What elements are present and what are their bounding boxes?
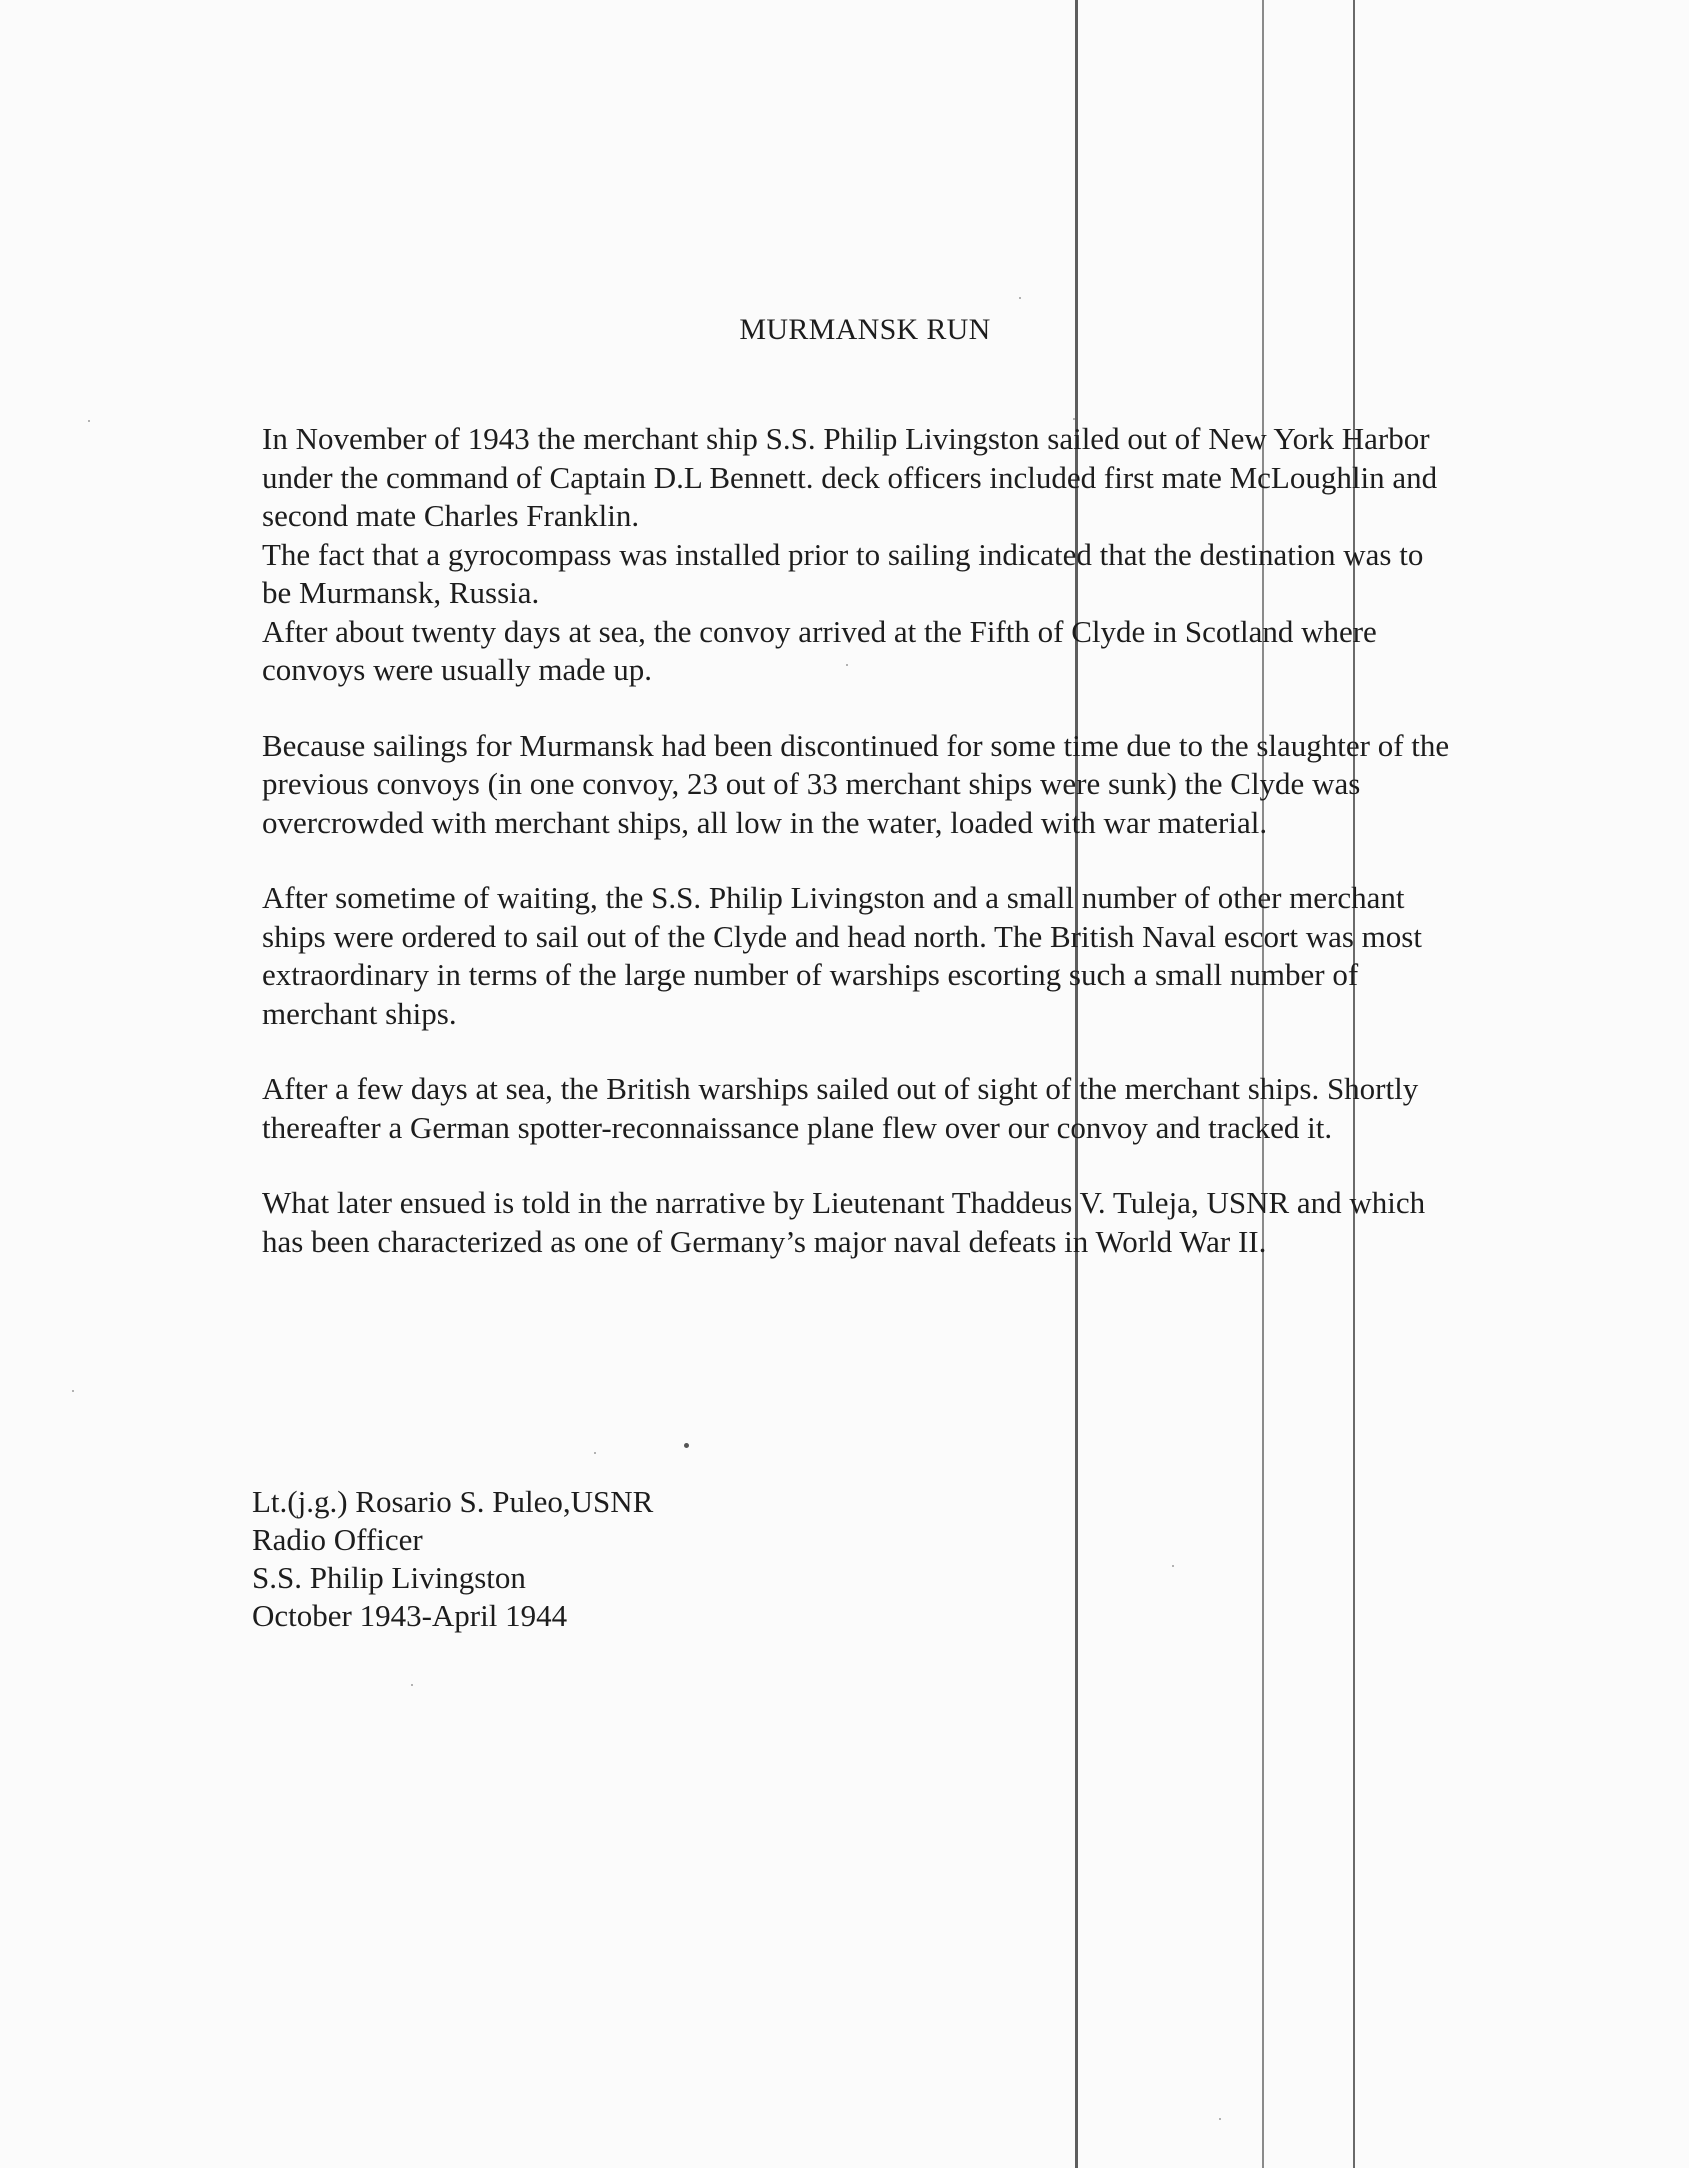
paragraph: Because sailings for Murmansk had been discontinued for some time due to the slaughter of the previous convoys (in one convoy, 23 out of 33 merchant ships were sunk) the Clyde was overcrowded with merchant ships, all low in the water, loaded with war material. xyxy=(262,727,1450,840)
scan-speck xyxy=(1172,1565,1174,1567)
scan-speck xyxy=(684,1443,689,1448)
document-body xyxy=(262,420,1450,1261)
paragraph: After a few days at sea, the British warships sailed out of sight of the merchant ships. Shortly thereafter a German spotter-reconnaissance plane flew over our convoy and tracked it. xyxy=(262,1071,1419,1145)
paragraph: The fact that a gyrocompass was installed prior to sailing indicated that the destination was to be Murmansk, Russia. xyxy=(262,536,1424,610)
paragraph: After sometime of waiting, the S.S. Philip Livingston and a small number of other merchant ships were ordered to sail out of the Clyde and head north. The British Naval escort was most extraordinary in terms of the large number of warships escorting such a small number of merchant ships. xyxy=(262,880,1422,1031)
paragraph: In November of 1943 the merchant ship S.S. Philip Livingston sailed out of New York Harbor under the command of Captain D.L Bennett. deck officers included first mate McLoughlin and second mate Charles Franklin. xyxy=(262,421,1438,533)
signature-block xyxy=(252,1483,653,1635)
scan-speck xyxy=(411,1684,413,1686)
signature-role: Radio Officer xyxy=(252,1522,423,1557)
paragraph: What later ensued is told in the narrative by Lieutenant Thaddeus V. Tuleja, USNR and which has been characterized as one of Germany’s major naval defeats in World War II. xyxy=(262,1185,1426,1259)
signature-dates: October 1943-April 1944 xyxy=(252,1598,568,1633)
signature-name: Lt.(j.g.) Rosario S. Puleo,USNR xyxy=(252,1484,654,1519)
scan-speck xyxy=(72,1390,74,1392)
signature-ship: S.S. Philip Livingston xyxy=(252,1560,526,1595)
scan-speck xyxy=(88,420,90,422)
scan-speck xyxy=(1019,297,1021,299)
scan-speck xyxy=(594,1452,596,1454)
document-title: MURMANSK RUN xyxy=(739,313,991,346)
paragraph: After about twenty days at sea, the convoy arrived at the Fifth of Clyde in Scotland where convoys were usually made up. xyxy=(262,613,1377,687)
scan-speck xyxy=(1219,2118,1221,2120)
